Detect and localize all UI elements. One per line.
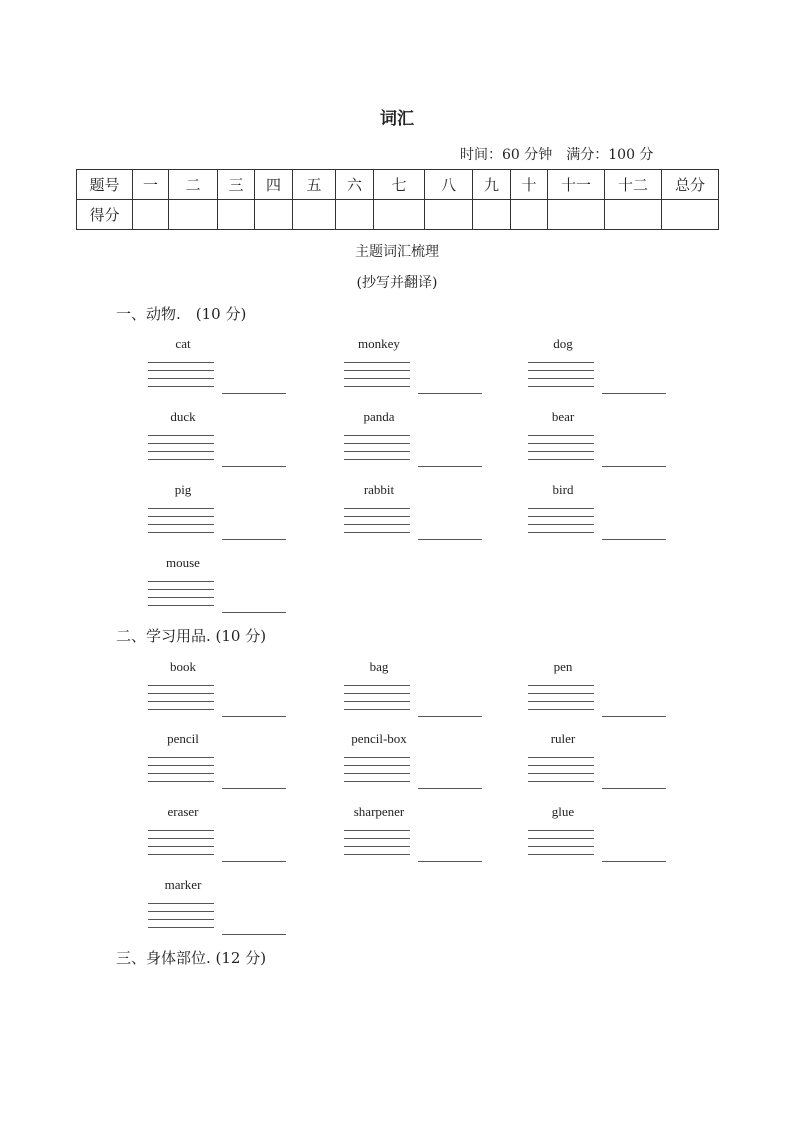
copy-line[interactable] bbox=[344, 459, 410, 460]
copy-line[interactable] bbox=[148, 927, 214, 928]
copy-line[interactable] bbox=[148, 911, 214, 912]
copy-line[interactable] bbox=[344, 443, 410, 444]
copy-line[interactable] bbox=[148, 524, 214, 525]
section-heading-body-parts: 三、身体部位. (12 分) bbox=[116, 949, 267, 967]
header-cell: 二 bbox=[169, 170, 218, 200]
header-cell: 题号 bbox=[77, 170, 133, 200]
score-cell[interactable] bbox=[548, 200, 605, 230]
copy-line[interactable] bbox=[148, 516, 214, 517]
translation-line[interactable] bbox=[602, 716, 666, 717]
copy-line[interactable] bbox=[344, 532, 410, 533]
copy-line[interactable] bbox=[528, 846, 594, 847]
copy-line[interactable] bbox=[148, 581, 214, 582]
copy-line[interactable] bbox=[148, 903, 214, 904]
copy-line[interactable] bbox=[344, 838, 410, 839]
copy-line[interactable] bbox=[148, 765, 214, 766]
header-cell: 三 bbox=[218, 170, 255, 200]
translation-line[interactable] bbox=[418, 788, 482, 789]
copy-line[interactable] bbox=[528, 757, 594, 758]
copy-line[interactable] bbox=[344, 451, 410, 452]
copy-line[interactable] bbox=[148, 589, 214, 590]
page-title: 词汇 bbox=[380, 109, 414, 129]
vocab-word: monkey bbox=[358, 336, 400, 351]
copy-line[interactable] bbox=[344, 765, 410, 766]
copy-line[interactable] bbox=[344, 508, 410, 509]
copy-line[interactable] bbox=[148, 435, 214, 436]
score-cell[interactable] bbox=[255, 200, 293, 230]
copy-line[interactable] bbox=[344, 386, 410, 387]
score-table-header-row bbox=[77, 170, 719, 200]
copy-line[interactable] bbox=[528, 378, 594, 379]
copy-line[interactable] bbox=[528, 386, 594, 387]
copy-line[interactable] bbox=[148, 773, 214, 774]
translation-line[interactable] bbox=[602, 393, 666, 394]
vocab-word: bear bbox=[551, 409, 575, 424]
translation-line[interactable] bbox=[602, 539, 666, 540]
score-cell[interactable] bbox=[336, 200, 374, 230]
copy-line[interactable] bbox=[528, 362, 594, 363]
copy-line[interactable] bbox=[528, 854, 594, 855]
copy-line[interactable] bbox=[148, 386, 214, 387]
header-cell: 十 bbox=[511, 170, 548, 200]
translation-line[interactable] bbox=[418, 466, 482, 467]
copy-line[interactable] bbox=[344, 773, 410, 774]
vocab-word: rabbit bbox=[363, 482, 395, 497]
score-cell[interactable] bbox=[662, 200, 719, 230]
header-cell: 八 bbox=[425, 170, 473, 200]
vocab-word: mouse bbox=[166, 555, 200, 570]
score-cell[interactable] bbox=[169, 200, 218, 230]
copy-line[interactable] bbox=[148, 443, 214, 444]
header-cell: 七 bbox=[374, 170, 425, 200]
score-cell[interactable] bbox=[374, 200, 425, 230]
score-cell[interactable] bbox=[218, 200, 255, 230]
translation-line[interactable] bbox=[418, 716, 482, 717]
translation-line[interactable] bbox=[418, 539, 482, 540]
vocab-word: marker bbox=[164, 877, 202, 892]
translation-line[interactable] bbox=[222, 393, 286, 394]
copy-line[interactable] bbox=[528, 701, 594, 702]
vocab-word: cat bbox=[175, 336, 191, 351]
copy-line[interactable] bbox=[528, 693, 594, 694]
copy-line[interactable] bbox=[344, 846, 410, 847]
copy-line[interactable] bbox=[528, 830, 594, 831]
copy-line[interactable] bbox=[148, 685, 214, 686]
header-cell: 十一 bbox=[548, 170, 605, 200]
copy-line[interactable] bbox=[148, 757, 214, 758]
copy-line[interactable] bbox=[528, 516, 594, 517]
translation-line[interactable] bbox=[222, 612, 286, 613]
copy-line[interactable] bbox=[148, 709, 214, 710]
copy-line[interactable] bbox=[148, 693, 214, 694]
copy-line[interactable] bbox=[528, 685, 594, 686]
copy-line[interactable] bbox=[344, 757, 410, 758]
copy-line[interactable] bbox=[344, 701, 410, 702]
score-table-score-row bbox=[77, 200, 719, 230]
copy-line[interactable] bbox=[528, 709, 594, 710]
translation-line[interactable] bbox=[222, 539, 286, 540]
header-cell: 六 bbox=[336, 170, 374, 200]
copy-line[interactable] bbox=[344, 709, 410, 710]
score-cell[interactable] bbox=[511, 200, 548, 230]
copy-line[interactable] bbox=[344, 693, 410, 694]
translation-line[interactable] bbox=[222, 716, 286, 717]
header-cell: 十二 bbox=[605, 170, 662, 200]
copy-line[interactable] bbox=[344, 781, 410, 782]
copy-line[interactable] bbox=[528, 532, 594, 533]
copy-line[interactable] bbox=[528, 443, 594, 444]
vocab-word: sharpener bbox=[353, 804, 405, 819]
copy-line[interactable] bbox=[148, 846, 214, 847]
copy-line[interactable] bbox=[148, 701, 214, 702]
translation-line[interactable] bbox=[602, 861, 666, 862]
vocab-word: bird bbox=[552, 482, 574, 497]
copy-line[interactable] bbox=[528, 773, 594, 774]
translation-line[interactable] bbox=[222, 934, 286, 935]
copy-line[interactable] bbox=[148, 830, 214, 831]
copy-line[interactable] bbox=[344, 378, 410, 379]
copy-line[interactable] bbox=[528, 765, 594, 766]
header-cell: 五 bbox=[293, 170, 336, 200]
copy-line[interactable] bbox=[528, 781, 594, 782]
copy-line[interactable] bbox=[344, 516, 410, 517]
copy-line[interactable] bbox=[344, 830, 410, 831]
score-table bbox=[76, 169, 719, 230]
copy-line[interactable] bbox=[148, 919, 214, 920]
copy-line[interactable] bbox=[344, 524, 410, 525]
vocab-word: duck bbox=[170, 409, 196, 424]
score-cell[interactable] bbox=[133, 200, 169, 230]
translation-line[interactable] bbox=[222, 861, 286, 862]
header-cell: 一 bbox=[133, 170, 169, 200]
copy-line[interactable] bbox=[528, 524, 594, 525]
section-heading-animals: 一、动物. (10 分) bbox=[116, 305, 247, 323]
copy-line[interactable] bbox=[148, 838, 214, 839]
copy-line[interactable] bbox=[148, 597, 214, 598]
score-cell[interactable] bbox=[605, 200, 662, 230]
score-row-label: 得分 bbox=[77, 200, 133, 230]
score-cell[interactable] bbox=[425, 200, 473, 230]
copy-line[interactable] bbox=[344, 370, 410, 371]
vocab-word: pencil-box bbox=[351, 731, 407, 746]
vocab-word: panda bbox=[363, 409, 395, 424]
vocab-word: dog bbox=[553, 336, 573, 351]
vocab-word: pen bbox=[553, 659, 573, 674]
copy-line[interactable] bbox=[148, 532, 214, 533]
copy-line[interactable] bbox=[148, 370, 214, 371]
vocab-word: ruler bbox=[550, 731, 576, 746]
translation-line[interactable] bbox=[418, 861, 482, 862]
translation-line[interactable] bbox=[222, 466, 286, 467]
copy-line[interactable] bbox=[148, 854, 214, 855]
vocab-word: glue bbox=[551, 804, 575, 819]
header-cell: 九 bbox=[473, 170, 511, 200]
copy-line[interactable] bbox=[344, 854, 410, 855]
copy-line[interactable] bbox=[344, 435, 410, 436]
copy-line[interactable] bbox=[148, 459, 214, 460]
translation-line[interactable] bbox=[602, 466, 666, 467]
translation-line[interactable] bbox=[222, 788, 286, 789]
copy-line[interactable] bbox=[528, 508, 594, 509]
copy-line[interactable] bbox=[528, 435, 594, 436]
copy-line[interactable] bbox=[528, 451, 594, 452]
copy-line[interactable] bbox=[344, 685, 410, 686]
copy-line[interactable] bbox=[148, 508, 214, 509]
copy-line[interactable] bbox=[148, 605, 214, 606]
vocab-word: eraser bbox=[167, 804, 199, 819]
exam-meta: 时间：60 分钟 满分：100 分 bbox=[460, 147, 654, 163]
copy-line[interactable] bbox=[528, 459, 594, 460]
vocab-word: bag bbox=[369, 659, 389, 674]
copy-line[interactable] bbox=[148, 378, 214, 379]
header-cell: 四 bbox=[255, 170, 293, 200]
vocab-word: book bbox=[170, 659, 196, 674]
score-cell[interactable] bbox=[293, 200, 336, 230]
copy-line[interactable] bbox=[148, 781, 214, 782]
copy-line[interactable] bbox=[148, 451, 214, 452]
header-cell: 总分 bbox=[662, 170, 719, 200]
section-heading-school-supplies: 二、学习用品. (10 分) bbox=[116, 627, 267, 645]
vocab-word: pencil bbox=[167, 731, 199, 746]
score-cell[interactable] bbox=[473, 200, 511, 230]
copy-line[interactable] bbox=[528, 838, 594, 839]
copy-line[interactable] bbox=[528, 370, 594, 371]
subtitle: 主题词汇梳理 bbox=[355, 244, 439, 260]
copy-line[interactable] bbox=[344, 362, 410, 363]
translation-line[interactable] bbox=[602, 788, 666, 789]
copy-line[interactable] bbox=[148, 362, 214, 363]
instruction: (抄写并翻译) bbox=[356, 275, 438, 291]
vocab-word: pig bbox=[174, 482, 192, 497]
translation-line[interactable] bbox=[418, 393, 482, 394]
